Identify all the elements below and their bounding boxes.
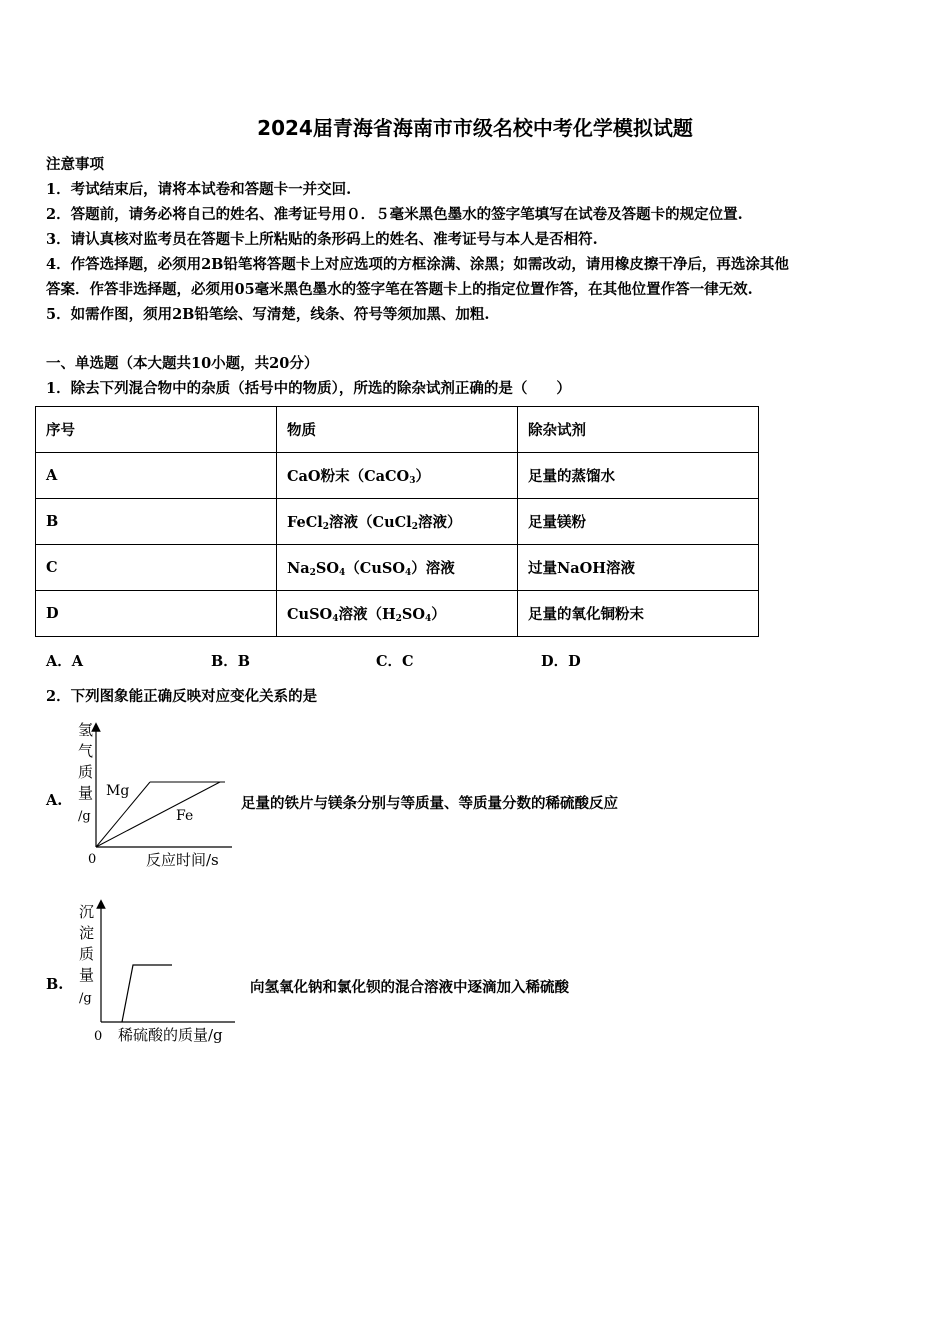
row-id: B <box>36 499 277 545</box>
note-item: 4．作答选择题，必须用2B铅笔将答题卡上对应选项的方框涂满、涂黑；如需改动，请用橡皮擦干净后，再选涂其他 <box>46 256 789 273</box>
note-item: 答案．作答非选择题，必须用05毫米黑色墨水的签字笔在答题卡上的指定位置作答，在其他位置作答一律无效. <box>46 281 753 298</box>
origin-label: 0 <box>94 1029 103 1044</box>
y-label: 质 <box>79 945 95 963</box>
y-label: 沉 <box>79 903 95 921</box>
header-cell: 序号 <box>36 407 277 453</box>
row-id: D <box>36 591 277 637</box>
page-title: 2024届青海省海南市市级名校中考化学模拟试题 <box>257 116 693 140</box>
row-id: C <box>36 545 277 591</box>
x-label: 反应时间/s <box>146 851 219 869</box>
row-substance: FeCl$_2$溶液（CuCl$_2$溶液） <box>277 499 518 545</box>
option-d: D．D <box>541 653 581 670</box>
row-substance: $Na_2SO_4(CuSO_4)$溶液 <box>277 545 518 591</box>
row-reagent: 足量镁粉 <box>518 499 759 545</box>
notes-heading: 注意事项 <box>46 156 104 173</box>
section-heading: 一、单选题（本大题共10小题，共20分） <box>46 355 319 372</box>
option-a-label: A. <box>46 792 63 809</box>
y-label: 淀 <box>79 924 95 942</box>
y-label: 氢 <box>78 721 94 739</box>
question-2-stem: 2．下列图象能正确反映对应变化关系的是 <box>46 688 318 705</box>
series-label-fe: Fe <box>176 808 194 824</box>
graph-b <box>70 898 245 1048</box>
row-reagent: 过量NaOH溶液 <box>518 545 759 591</box>
option-a: A．A <box>46 653 84 670</box>
y-label: 气 <box>78 742 94 760</box>
y-label: 量 <box>78 784 94 802</box>
note-item: 3．请认真核对监考员在答题卡上所粘贴的条形码上的姓名、准考证号与本人是否相符. <box>46 231 598 248</box>
table-row <box>36 545 759 591</box>
note-item: 2．答题前，请务必将自己的姓名、准考证号用０．５毫米黑色墨水的签字笔填写在试卷及答题卡的规定位置. <box>46 206 743 223</box>
row-id: A <box>36 453 277 499</box>
precipitate-line <box>122 965 172 1022</box>
table-header-row <box>36 407 759 453</box>
header-cell: 物质 <box>277 407 518 453</box>
origin-label: 0 <box>88 852 97 867</box>
option-a-desc: 足量的铁片与镁条分别与等质量、等质量分数的稀硫酸反应 <box>241 795 618 812</box>
row-reagent: 足量的氧化铜粉末 <box>518 591 759 637</box>
x-label: 稀硫酸的质量/g <box>118 1026 223 1044</box>
y-label: 质 <box>78 763 94 781</box>
y-label: /g <box>79 991 92 1006</box>
option-c: C．C <box>376 653 414 670</box>
table-row <box>36 499 759 545</box>
row-substance: CaO粉末（CaCO$_3$） <box>277 453 518 499</box>
row-substance: CuSO$_4$溶液$(H_2SO_4)$ <box>277 591 518 637</box>
header-cell: 除杂试剂 <box>518 407 759 453</box>
option-b: B．B <box>211 653 251 670</box>
note-item: 5．如需作图，须用2B铅笔绘、写清楚，线条、符号等须加黑、加粗. <box>46 306 490 323</box>
series-label-mg: Mg <box>106 783 130 799</box>
question-1-table <box>35 406 759 637</box>
row-reagent: 足量的蒸馏水 <box>518 453 759 499</box>
option-b-desc: 向氢氧化钠和氯化钡的混合溶液中逐滴加入稀硫酸 <box>250 979 569 996</box>
option-b-label: B. <box>46 976 64 993</box>
note-item: 1．考试结束后，请将本试卷和答题卡一并交回. <box>46 181 352 198</box>
question-1-stem: 1．除去下列混合物中的杂质（括号中的物质），所选的除杂试剂正确的是（ ） <box>46 380 571 397</box>
y-label: /g <box>78 809 91 824</box>
table-row <box>36 453 759 499</box>
table-row <box>36 591 759 637</box>
y-label: 量 <box>79 966 95 984</box>
graph-a <box>70 715 240 873</box>
